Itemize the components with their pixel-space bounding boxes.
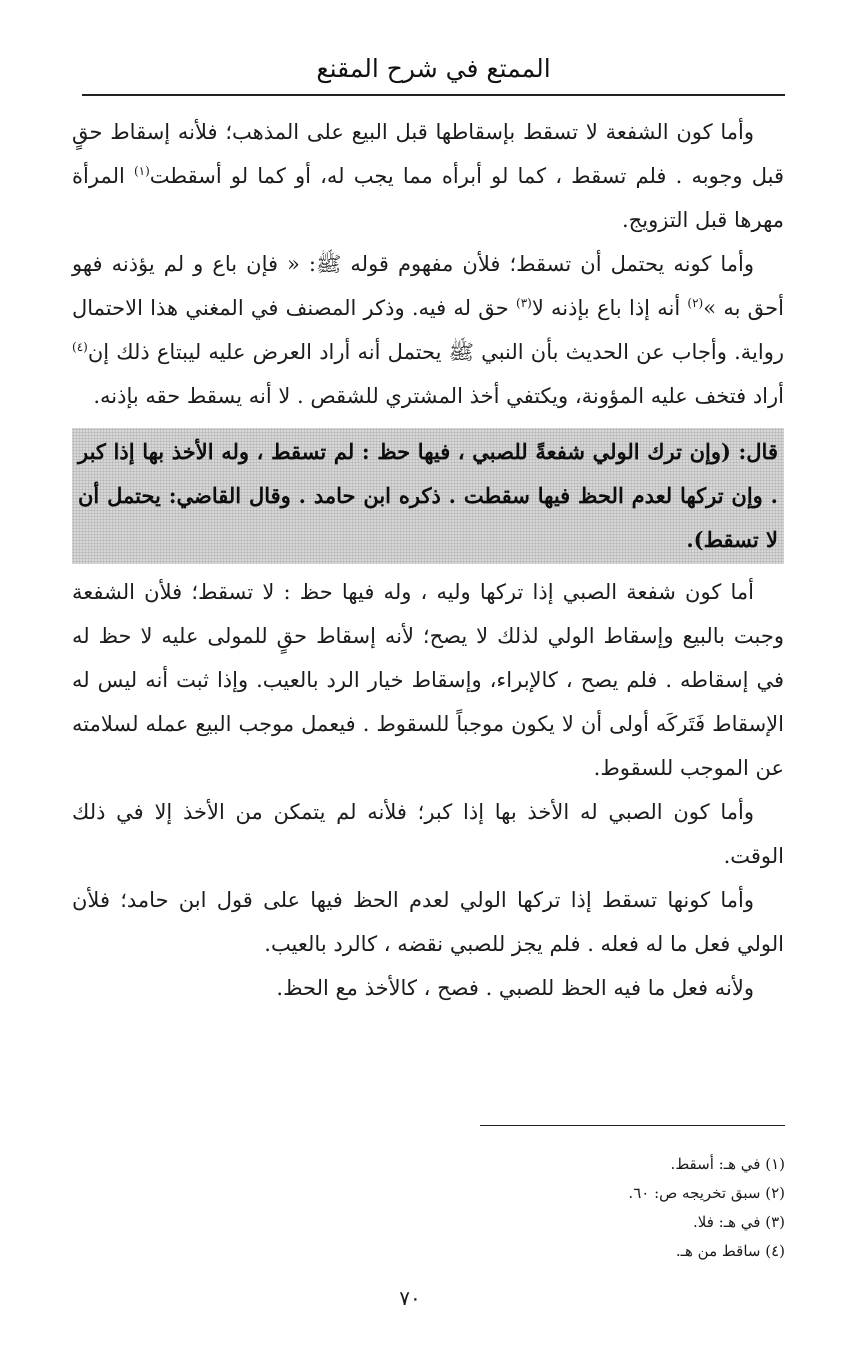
footnote-1: (١) في هـ: أسقط. [670, 1155, 785, 1173]
footnote-marker-4[interactable]: (٤) [72, 340, 88, 354]
footnote-2: (٢) سبق تخريجه ص: ٦٠. [628, 1184, 785, 1202]
paragraph-2-text-b: أنه إذا باع بإذنه لا [531, 296, 688, 320]
footnotes [480, 1150, 785, 1266]
paragraph-2-text-a: وأما كونه يحتمل أن تسقط؛ فلأن مفهوم قوله ﷺ: « فإن باع و لم يؤذنه فهو أحق به » [72, 252, 784, 320]
footnote-marker-2[interactable]: (٢) [687, 296, 704, 310]
footnote-marker-1[interactable]: (١) [133, 164, 150, 178]
paragraph-2-text-c: حق له فيه. وذكر المصنف في المغني هذا الاحتمال رواية. وأجاب عن الحديث بأن النبي ﷺ يحتمل أنه أراد العرض عليه ليبتاع ذلك إن [72, 296, 784, 364]
paragraph-4: وأما كون الصبي له الأخذ بها إذا كبر؛ فلأنه لم يتمكن من الأخذ إلا في ذلك الوقت. [72, 800, 784, 868]
paragraph-1-text-b: المرأة مهرها قبل التزويج. [72, 164, 784, 232]
footnote-3: (٣) في هـ: فلا. [693, 1213, 785, 1231]
paragraph-5: وأما كونها تسقط إذا تركها الولي لعدم الحظ فيها على قول ابن حامد؛ فلأن الولي فعل ما له فعله . فلم يجز للصبي نقضه ، كالرد بالعيب. [72, 888, 784, 956]
paragraph-2 [72, 242, 784, 418]
paragraph-1 [72, 110, 784, 242]
footnote-separator [480, 1125, 785, 1126]
paragraph-6: ولأنه فعل ما فيه الحظ للصبي . فصح ، كالأخذ مع الحظ. [276, 976, 754, 1000]
header-rule [82, 94, 785, 96]
matn-quote-box: قال: (وإن ترك الولي شفعةً للصبي ، فيها حظ : لم تسقط ، وله الأخذ بها إذا كبر . وإن تركها لعدم الحظ فيها سقطت . ذكره ابن حامد . وقال القاضي: يحتمل أن لا تسقط). [72, 428, 784, 564]
footnote-4: (٤) ساقط من هـ. [675, 1242, 785, 1260]
main-text [72, 110, 784, 1010]
running-header-title: الممتع في شرح المقنع [316, 54, 551, 83]
footnote-marker-3[interactable]: (٣) [516, 296, 532, 310]
paragraph-2-text-d: أراد فتخف عليه المؤونة، ويكتفي أخذ المشتري للشقص . لا أنه يسقط حقه بإذنه. [93, 384, 784, 408]
paragraph-3: أما كون شفعة الصبي إذا تركها وليه ، وله فيها حظ : لا تسقط؛ فلأن الشفعة وجبت بالبيع وإسقاط الولي لذلك لا يصح؛ لأنه إسقاط حقٍ للمولى عليه لا حظ له في إسقاطه . فلم يصح ، كالإبراء، وإسقاط خيار الرد بالعيب. وإذا ثبت أنه ليس له الإسقاط فَتَركَه أولى أن لا يكون موجباً للسقوط . فيعمل موجب البيع عمله لسلامته عن الموجب للسقوط. [72, 580, 784, 780]
paragraph-1-text-a: وأما كون الشفعة لا تسقط بإسقاطها قبل البيع على المذهب؛ فلأنه إسقاط حقٍ قبل وجوبه . فلم تسقط ، كما لو أبرأه مما يجب له، أو كما لو أسقطت [72, 120, 784, 188]
page-number: ٧٠ [399, 1286, 421, 1310]
